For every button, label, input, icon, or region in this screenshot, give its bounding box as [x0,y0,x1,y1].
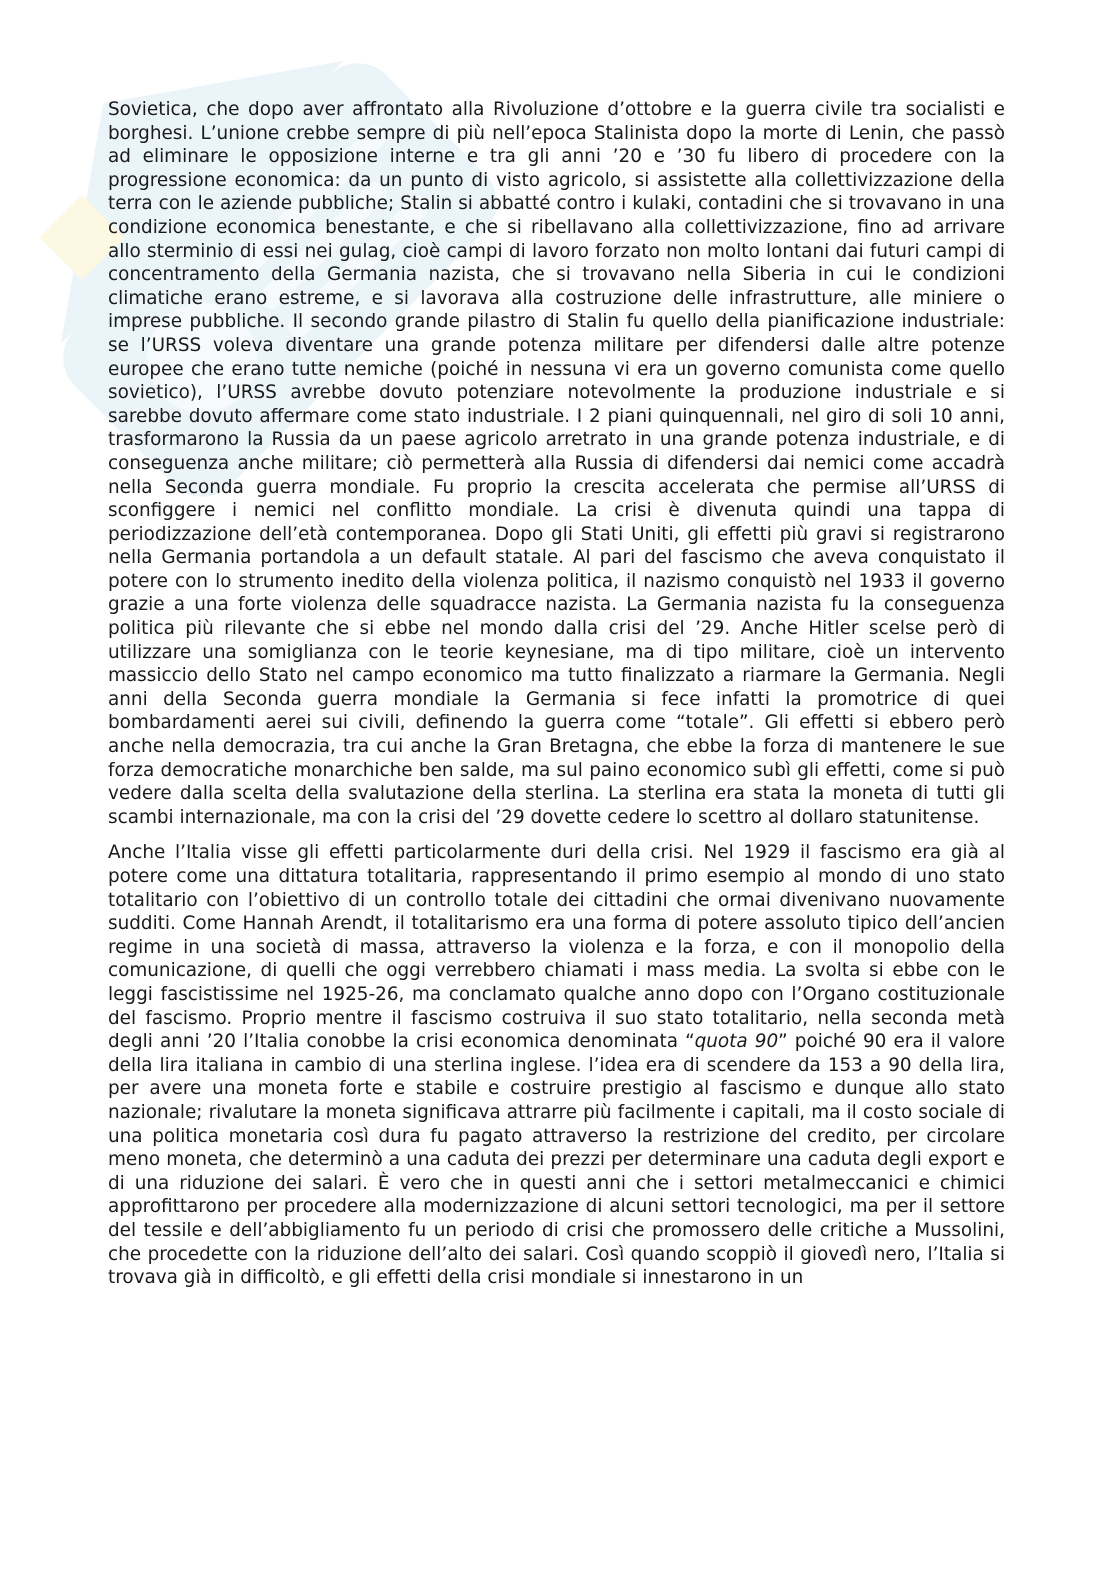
paragraph-2-text-end: ” poiché 90 era il valore della lira italiana in cambio di una sterlina inglese. l’idea era di scendere da 153 a 90 della lira, per avere una moneta forte e stabile e costruire prestigio al fascismo e dunque allo stato nazionale; rivalutare la moneta significava attrarre più facilmente i capitali, ma il costo sociale di una politica monetaria così dura fu pagato attraverso la restrizione del credito, per circolare meno moneta, che determinò a una caduta dei prezzi per determinare una caduta degli export e di una riduzione dei salari. È vero che in questi anni che i settori metalmeccanici e chimici approfittarono per procedere alla modernizzazione di alcuni settori tecnologici, ma per il settore del tessile e dell’abbigliamento fu un periodo di crisi che promossero delle critiche a Mussolini, che procedette con la riduzione dell’alto dei salari. Così quando scoppiò il giovedì nero, l’Italia si trovava già in difficoltò, e gli effetti della crisi mondiale si innestarono in un [108,1031,1005,1289]
paragraph-2 [108,841,1005,1289]
document-body [108,98,1005,1290]
paragraph-2-text-start: Anche l’Italia visse gli effetti particolarmente duri della crisi. Nel 1929 il fascismo era già al potere come una dittatura totalitaria, rappresentando il primo esempio al mondo di uno stato totalitario con l’obiettivo di un controllo totale dei cittadini che ormai divenivano nuovamente sudditi. Come Hannah Arendt, il totalitarismo era una forma di potere assoluto tipico dell’ancien regime in una società di massa, attraverso la violenza e la forza, e con il monopolio della comunicazione, di quelli che oggi verrebbero chiamati i mass media. La svolta si ebbe con le leggi fascistissime nel 1925-26, ma conclamato qualche anno dopo con l’Organo costituzionale del fascismo. Proprio mentre il fascismo costruiva il suo stato totalitario, nella seconda metà degli anni ’20 l’Italia conobbe la crisi economica denominata “ [108,842,1005,1053]
paragraph-1: Sovietica, che dopo aver affrontato alla Rivoluzione d’ottobre e la guerra civile tra socialisti e borghesi. L’unione crebbe sempre di più nell’epoca Stalinista dopo la morte di Lenin, che passò ad eliminare le opposizione interne e tra gli anni ’20 e ’30 fu libero di procedere con la progressione economica: da un punto di visto agricolo, si assistette alla collettivizzazione della terra con le aziende pubbliche; Stalin si abbatté contro i kulaki, contadini che si trovavano in una condizione economica benestante, e che si ribellavano alla collettivizzazione, fino ad arrivare allo sterminio di essi nei gulag, cioè campi di lavoro forzato non molto lontani dai futuri campi di concentramento della Germania nazista, che si trovavano nella Siberia in cui le condizioni climatiche erano estreme, e si lavorava alla costruzione delle infrastrutture, alle miniere o imprese pubbliche. Il secondo grande pilastro di Stalin fu quello della pianificazione industriale: se l’URSS voleva diventare una grande potenza militare per difendersi dalle altre potenze europee che erano tutte nemiche (poiché in nessuna vi era un governo comunista come quello sovietico), l’URSS avrebbe dovuto potenziare notevolmente la produzione industriale e si sarebbe dovuto affermare come stato industriale. I 2 piani quinquennali, nel giro di soli 10 anni, trasformarono la Russia da un paese agricolo arretrato in una grande potenza industriale, e di conseguenza anche militare; ciò permetterà alla Russia di difendersi dai nemici come accadrà nella Seconda guerra mondiale. Fu proprio la crescita accelerata che permise all’URSS di sconfiggere i nemici nel conflitto mondiale. La crisi è divenuta quindi una tappa di periodizzazione dell’età contemporanea. Dopo gli Stati Uniti, gli effetti più gravi si registrarono nella Germania portandola a un default statale. Al pari del fascismo che aveva conquistato il potere con lo strumento inedito della violenza politica, il nazismo conquistò nel 1933 il governo grazie a una forte violenza delle squadracce nazista. La Germania nazista fu la conseguenza politica più rilevante che si ebbe nel mondo dalla crisi del ’29. Anche Hitler scelse però di utilizzare una somiglianza con le teorie keynesiane, ma di tipo militare, cioè un intervento massiccio dello Stato nel campo economico ma tutto finalizzato a riarmare la Germania. Negli anni della Seconda guerra mondiale la Germania si fece infatti la promotrice di quei bombardamenti aerei sui civili, definendo la guerra come “totale”. Gli effetti si ebbero però anche nella democrazia, tra cui anche la Gran Bretagna, che ebbe la forza di mantenere le sue forza democratiche monarchiche ben salde, ma sul paino economico subì gli effetti, come si può vedere dalla scelta della svalutazione della sterlina. La sterlina era stata la moneta di tutti gli scambi internazionale, ma con la crisi del ’29 dovette cedere lo scettro al dollaro statunitense. [108,99,1005,828]
paragraph-2-italic-term: quota 90 [694,1031,779,1053]
